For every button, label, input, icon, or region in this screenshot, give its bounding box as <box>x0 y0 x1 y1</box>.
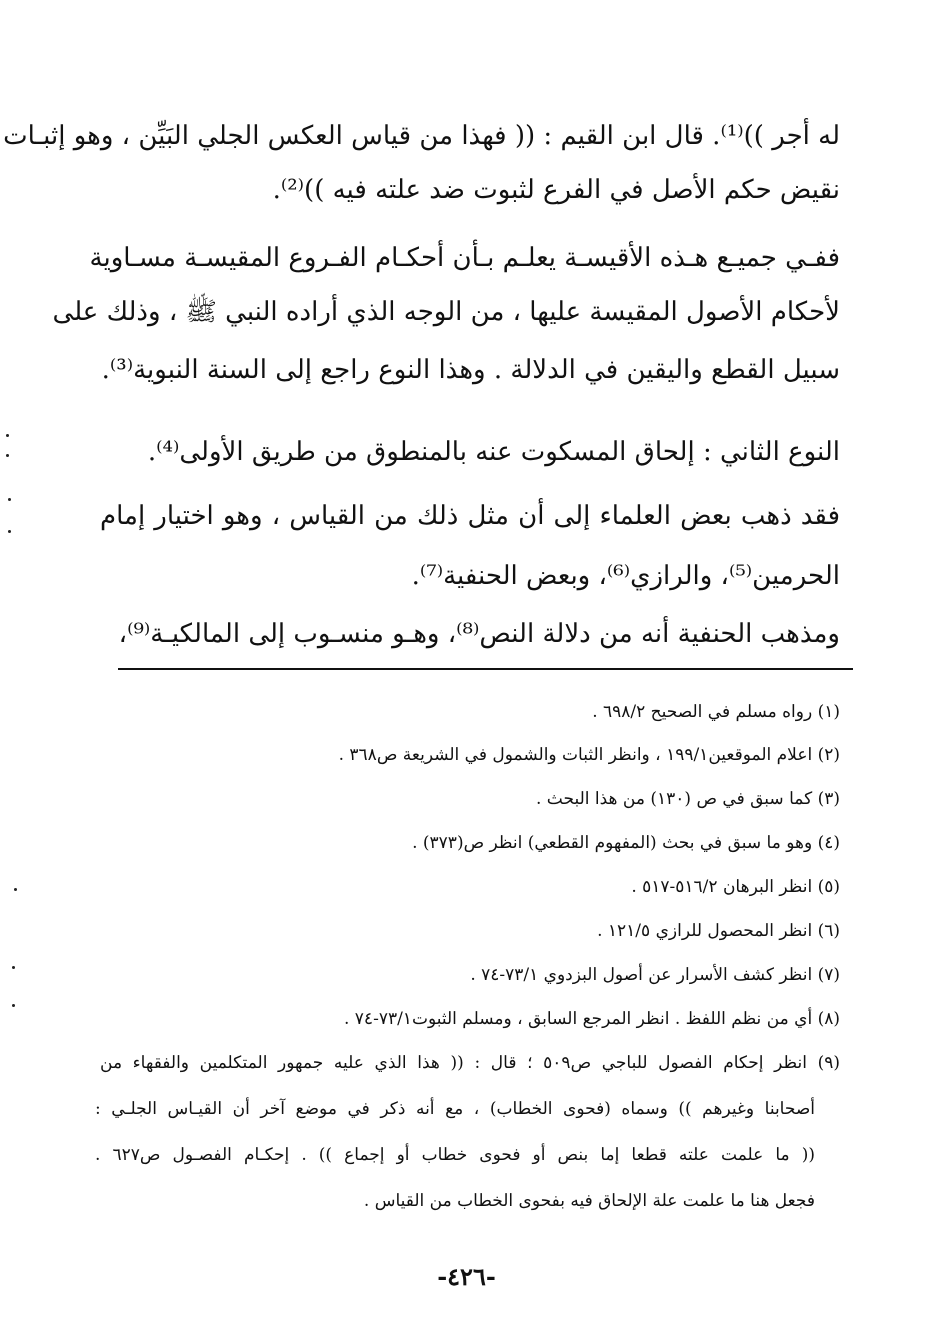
scan-speck <box>14 888 17 891</box>
body-line-1: له أجر ))⁽¹⁾. قال ابن القيم : (( فهذا من قياس العكس الجلي البَيِّن ، وهو إثبـات <box>3 121 840 151</box>
footnote-9-cont-1: أصحابنا وغيرهم )) وسماه (فحوى الخطاب) ، مع أنه ذكر في موضع آخر أن القيـاس الجلـي : <box>95 1099 815 1119</box>
scan-speck <box>8 530 11 533</box>
body-line-2: نقيض حكم الأصل في الفرع لثبوت ضد علته فيه ))⁽²⁾. <box>272 175 840 205</box>
body-line-7: فقد ذهب بعض العلماء إلى أن مثل ذلك من القياس ، وهو اختيار إمام <box>100 501 840 531</box>
scan-speck <box>8 498 11 501</box>
body-line-8: الحرمين⁽⁵⁾، والرازي⁽⁶⁾، وبعض الحنفية⁽⁷⁾. <box>411 561 840 591</box>
footnote-7: (٧) انظر كشف الأسرار عن أصول البزدوي ٧٣/١-٧٤ . <box>470 965 840 985</box>
footnote-9-cont-2: (( ما علمت علته قطعا إما بنص أو فحوى خطاب أو إجماع )) . إحكـام الفصـول ص٦٢٧ . <box>95 1145 815 1165</box>
footnote-6: (٦) انظر المحصول للرازي ١٢١/٥ . <box>597 921 840 941</box>
footnote-8: (٨) أي من نظم اللفظ . انظر المرجع السابق ، ومسلم الثبوت٧٣/١-٧٤ . <box>343 1009 840 1029</box>
body-line-5: سبيل القطع واليقين في الدلالة . وهذا النوع راجع إلى السنة النبوية⁽³⁾. <box>101 355 840 385</box>
scan-speck <box>12 1004 15 1007</box>
footnote-4: (٤) وهو ما سبق في بحث (المفهوم القطعي) انظر ص(٣٧٣) . <box>412 833 840 853</box>
scan-speck <box>6 454 9 457</box>
footnote-3: (٣) كما سبق في ص (١٣٠) من هذا البحث . <box>536 789 840 809</box>
scan-speck <box>12 966 15 969</box>
body-line-3: ففـي جميـع هـذه الأقيسـة يعلـم بـأن أحكـام الفـروع المقيسـة مسـاوية <box>89 243 840 273</box>
footnote-1: (١) رواه مسلم في الصحيح ٦٩٨/٢ . <box>592 702 840 722</box>
body-line-9: ومذهب الحنفية أنه من دلالة النص⁽⁸⁾، وهـو منسـوب إلى المالكيـة⁽⁹⁾، <box>118 619 840 649</box>
footnote-separator <box>118 668 853 670</box>
body-line-6: النوع الثاني : إلحاق المسكوت عنه بالمنطوق من طريق الأولى⁽⁴⁾. <box>147 437 840 467</box>
footnote-9-cont-3: فجعل هنا ما علمت علة الإلحاق فيه بفحوى الخطاب من القياس . <box>363 1191 815 1211</box>
footnote-2: (٢) اعلام الموقعين١٩٩/١ ، وانظر الثبات والشمول في الشريعة ص٣٦٨ . <box>338 745 840 765</box>
footnote-9: (٩) انظر إحكام الفصول للباجي ص٥٠٩ ؛ قال : (( هذا الذي عليه جمهور المتكلمين والفقهاء من <box>100 1053 840 1073</box>
footnote-5: (٥) انظر البرهان ٥١٦/٢-٥١٧ . <box>631 877 840 897</box>
scan-speck <box>6 434 9 437</box>
body-line-4: لأحكام الأصول المقيسة عليها ، من الوجه الذي أراده النبي ﷺ ، وذلك على <box>52 297 840 327</box>
page-number: -٤٢٦- <box>437 1262 496 1291</box>
